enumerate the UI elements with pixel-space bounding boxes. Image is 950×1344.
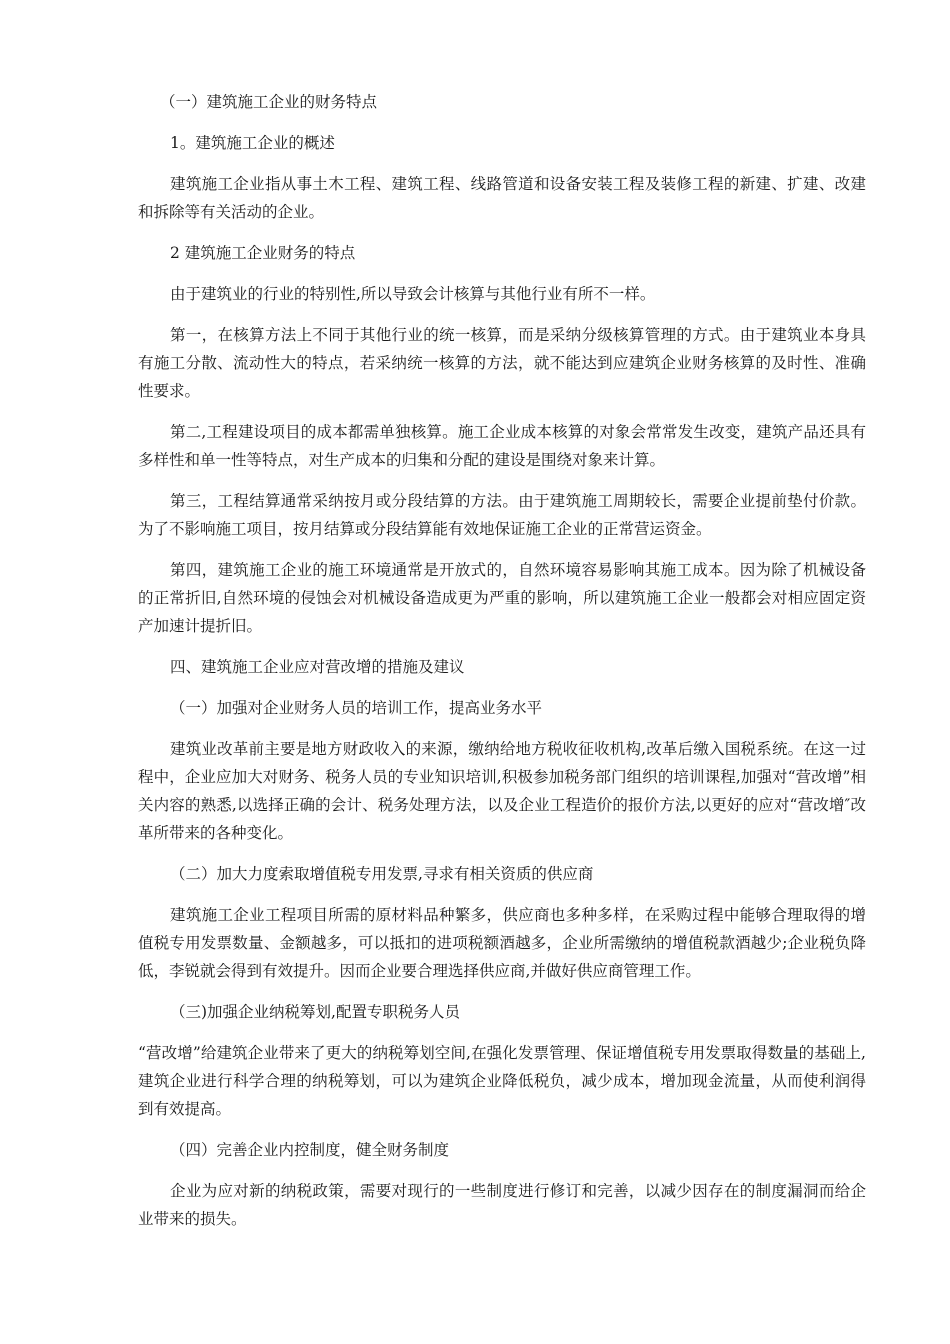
body-paragraph: 建筑施工企业工程项目所需的原材料品种繁多，供应商也多种多样，在采购过程中能够合理取得的增值税专用发票数量、金额越多，可以抵扣的进项税额酒越多，企业所需缴纳的增值税款酒越少;企业税负降低，李锐就会得到有效提升。因而企业要合理选择供应商,并做好供应商管理工作。 — [138, 906, 866, 980]
document-page — [138, 88, 866, 1246]
body-paragraph: 建筑业改革前主要是地方财政收入的来源，缴纳给地方税收征收机构,改革后缴入国税系统。在这一过程中，企业应加大对财务、税务人员的专业知识培训,积极参加税务部门组织的培训课程,加强对“营改增”相关内容的熟悉,以选择正确的会计、税务处理方法，以及企业工程造价的报价方法,以更好的应对“营改增″改革所带来的各种变化。 — [138, 740, 866, 842]
body-paragraph: 建筑施工企业指从事土木工程、建筑工程、线路管道和设备安装工程及装修工程的新建、扩建、改建和拆除等有关活动的企业。 — [138, 175, 866, 221]
body-paragraph: 第一，在核算方法上不同于其他行业的统一核算，而是采纳分级核算管理的方式。由于建筑业本身具有施工分散、流动性大的特点，若采纳统一核算的方法，就不能达到应建筑企业财务核算的及时性、准确性要求。 — [138, 326, 866, 400]
body-paragraph: 由于建筑业的行业的特别性,所以导致会计核算与其他行业有所不一样。 — [170, 285, 656, 303]
subsection-heading: （三)加强企业纳税筹划,配置专职税务人员 — [170, 1003, 460, 1021]
subsection-heading: （四）完善企业内控制度，健全财务制度 — [170, 1141, 450, 1159]
section-heading: 四、建筑施工企业应对营改增的措施及建议 — [170, 658, 465, 676]
subsection-heading: 1。建筑施工企业的概述 — [170, 134, 335, 152]
body-paragraph: 第三，工程结算通常采纳按月或分段结算的方法。由于建筑施工周期较长，需要企业提前垫付价款。为了不影响施工项目，按月结算或分段结算能有效地保证施工企业的正常营运资金。 — [138, 492, 866, 538]
body-paragraph: 第二,工程建设项目的成本都需单独核算。施工企业成本核算的对象会常常发生改变，建筑产品还具有多样性和单一性等特点，对生产成本的归集和分配的建设是围绕对象来计算。 — [138, 423, 866, 469]
body-paragraph: 第四，建筑施工企业的施工环境通常是开放式的，自然环境容易影响其施工成本。因为除了机械设备的正常折旧,自然环境的侵蚀会对机械设备造成更为严重的影响，所以建筑施工企业一般都会对相应固定资产加速计提折旧。 — [138, 561, 866, 635]
body-paragraph: 企业为应对新的纳税政策，需要对现行的一些制度进行修订和完善，以减少因存在的制度漏洞而给企业带来的损失。 — [138, 1182, 866, 1228]
subsection-heading: 2 建筑施工企业财务的特点 — [170, 244, 356, 262]
subsection-heading: （一）加强对企业财务人员的培训工作，提高业务水平 — [170, 699, 543, 717]
section-heading: （一）建筑施工企业的财务特点 — [160, 93, 378, 111]
subsection-heading: （二）加大力度索取增值税专用发票,寻求有相关资质的供应商 — [170, 865, 594, 883]
body-paragraph: “营改增”给建筑企业带来了更大的纳税筹划空间,在强化发票管理、保证增值税专用发票取得数量的基础上,建筑企业进行科学合理的纳税筹划，可以为建筑企业降低税负，减少成本，增加现金流量，从而使利润得到有效提高。 — [138, 1044, 866, 1118]
